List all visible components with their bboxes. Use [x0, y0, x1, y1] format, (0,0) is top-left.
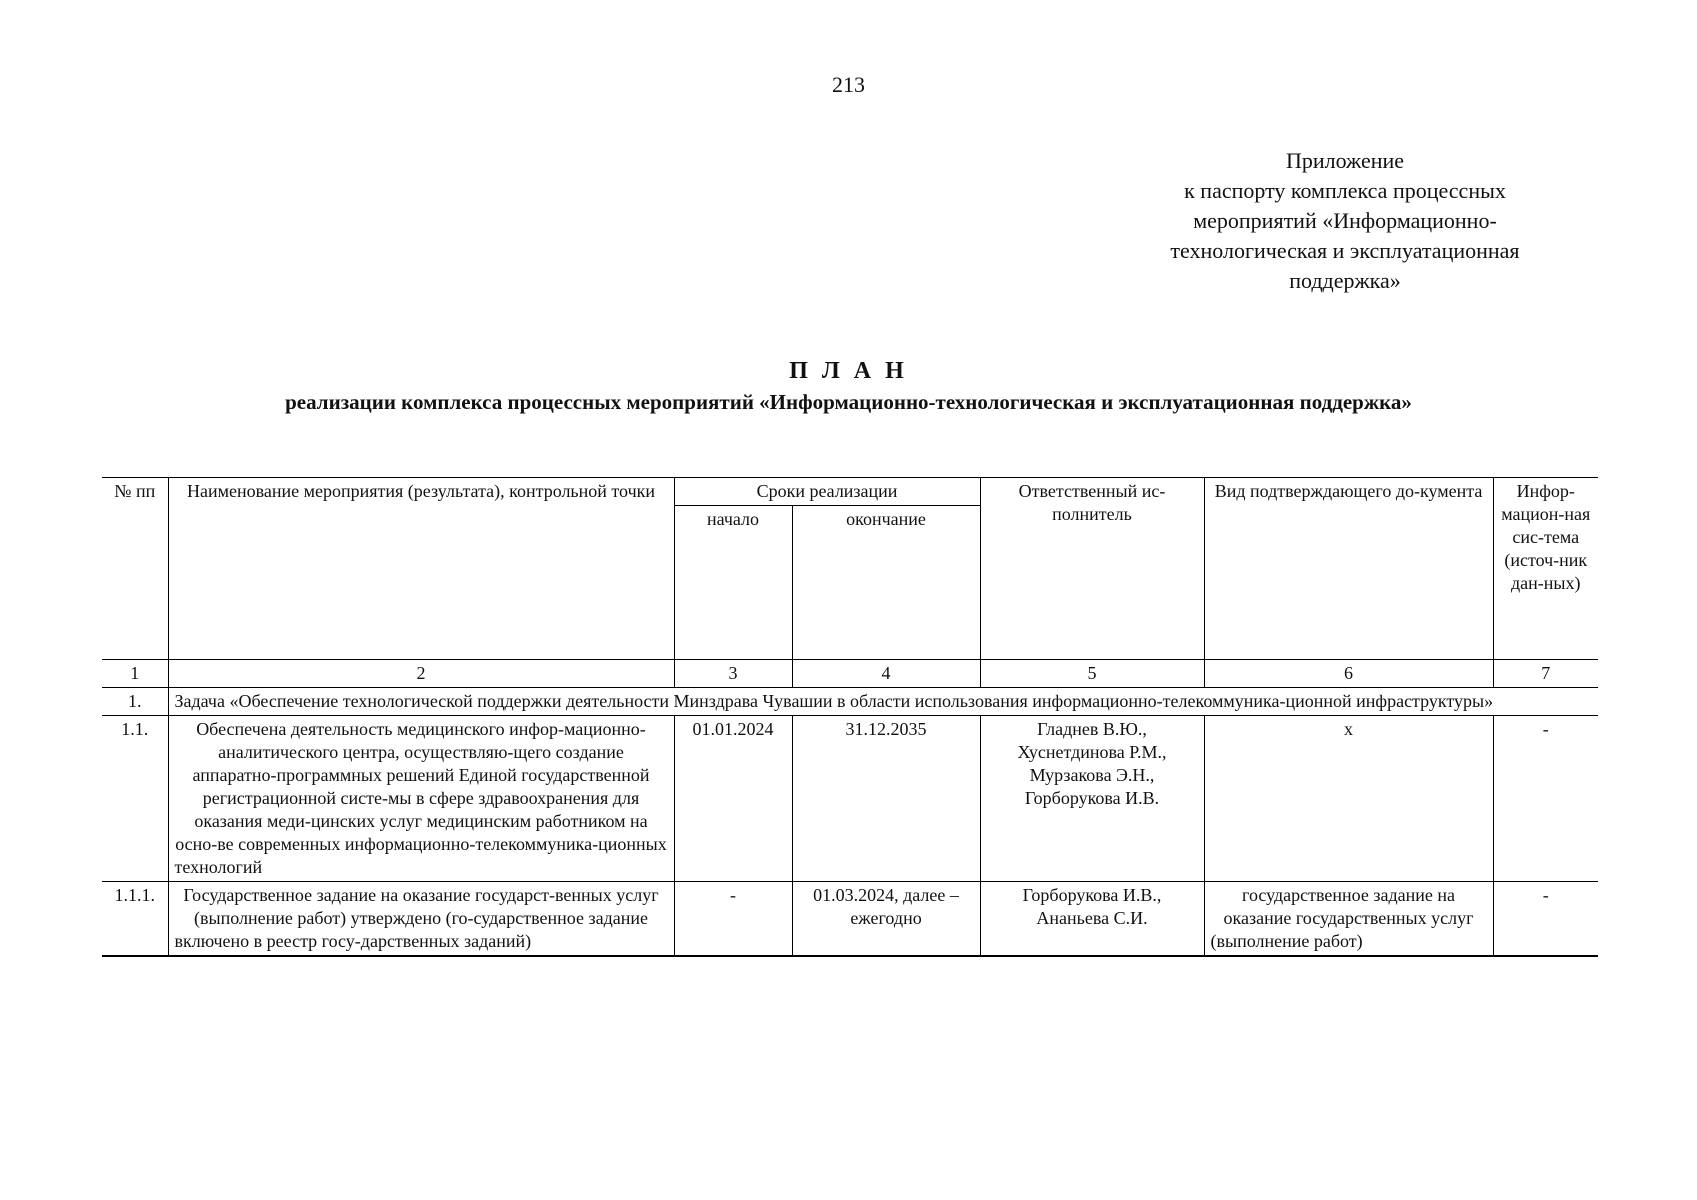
row-responsible: Горборукова И.В., Ананьева С.И. [980, 882, 1204, 957]
row-num: 1.1.1. [102, 882, 168, 957]
appendix-line: Приложение [1285, 148, 1405, 173]
plan-subtitle: реализации комплекса процессных мероприятий «Информационно-технологическая и эксплуатационная поддержка» [285, 390, 1412, 414]
appendix-caption [1120, 146, 1570, 296]
header-end: окончание [792, 506, 980, 660]
row-responsible: Гладнев В.Ю., Хуснетдинова Р.М., Мурзакова Э.Н., Горборукова И.В. [980, 716, 1204, 882]
header-name: Наименование мероприятия (результата), контрольной точки [168, 478, 674, 660]
column-number: 3 [674, 660, 792, 688]
column-number: 2 [168, 660, 674, 688]
header-info: Инфор-мацион-ная сис-тема (источ-ник дан-ных) [1493, 478, 1598, 660]
appendix-line: мероприятий «Информационно- [1193, 208, 1497, 233]
header-num: № пп [102, 478, 168, 660]
row-name: Государственное задание на оказание государст-венных услуг (выполнение работ) утверждено (го-сударственное задание включено в реестр госу-дарственных заданий) [168, 882, 674, 957]
column-number: 4 [792, 660, 980, 688]
page-number: 213 [832, 72, 865, 97]
row-start: 01.01.2024 [674, 716, 792, 882]
row-info: - [1493, 882, 1598, 957]
row-doc: государственное задание на оказание государственных услуг (выполнение работ) [1204, 882, 1493, 957]
column-number: 6 [1204, 660, 1493, 688]
column-number: 1 [102, 660, 168, 688]
row-name: Обеспечена деятельность медицинского инфор-мационно-аналитического центра, осуществляю-щего создание аппаратно-программных решений Единой государственной регистрационной систе-мы в сфере здравоохранения для оказания меди-цинских услуг медицинским работником на осно-ве современных информационно-телекоммуника-ционных технологий [168, 716, 674, 882]
table-row [102, 716, 1598, 882]
appendix-line: поддержка» [1289, 268, 1401, 293]
plan-table [102, 477, 1598, 957]
row-info: - [1493, 716, 1598, 882]
column-number: 7 [1493, 660, 1598, 688]
row-start: - [674, 882, 792, 957]
plan-title: П Л А Н [789, 358, 908, 384]
appendix-line: к паспорту комплекса процессных [1184, 178, 1506, 203]
appendix-line: технологическая и эксплуатационная [1170, 238, 1520, 263]
header-doc: Вид подтверждающего до-кумента [1204, 478, 1493, 660]
row-num: 1.1. [102, 716, 168, 882]
header-responsible: Ответственный ис-полнитель [980, 478, 1204, 660]
task-row [102, 688, 1598, 716]
table-row [102, 882, 1598, 957]
header-start: начало [674, 506, 792, 660]
row-end: 31.12.2035 [792, 716, 980, 882]
column-number: 5 [980, 660, 1204, 688]
row-end: 01.03.2024, далее – ежегодно [792, 882, 980, 957]
task-text: Задача «Обеспечение технологической поддержки деятельности Минздрава Чувашии в области использования информационно-телекоммуника-ционной инфраструктуры» [168, 688, 1598, 716]
header-terms: Сроки реализации [674, 478, 980, 506]
row-doc: х [1204, 716, 1493, 882]
task-num: 1. [102, 688, 168, 716]
